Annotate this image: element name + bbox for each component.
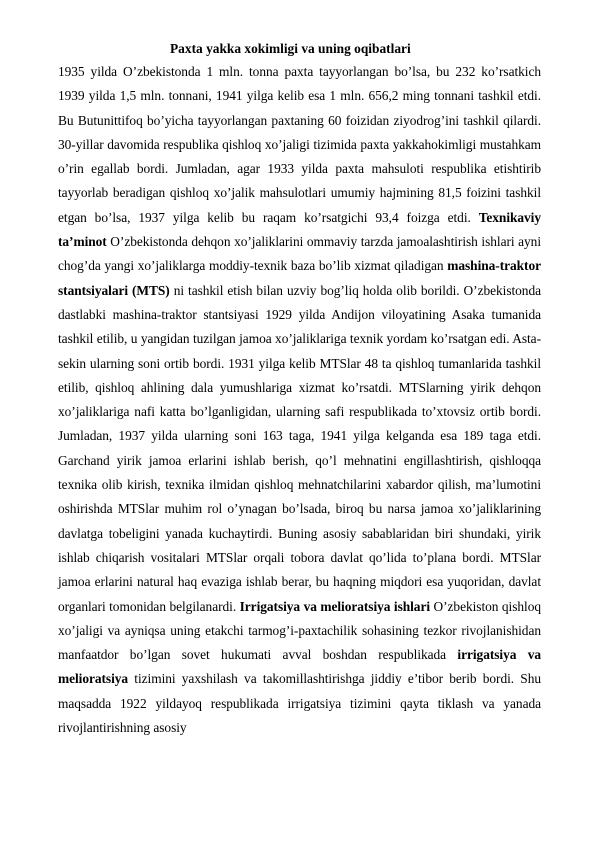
bold-term-texnikaviy: Texnikaviy ta’minot [58,209,541,250]
bold-term-mts: mashina-traktor stantsiyalari (MTS) [58,258,541,298]
text-run: O’zbekistonda dehqon xo’jaliklarini ommaviy tarzda jamoalashtirish ishlari ayni chog’da yangi xo’jaliklarga moddiy-texnik baza bo’lib xizmat qiladigan [58,234,541,274]
text-run: ni tashkil etish bilan uzviy bog’liq holda olib borildi. O’zbekistonda dastlabki mashina-traktor stantsiyasi 1929 yilda Andijon viloyatining Asaka tumanida tashkil etilib, u yangidan tuzilgan jamoa xo’jaliklariga texnik yordam ko’rsatgan edi. Asta-sekin ularning soni ortib bordi. 1931 yilga kelib MTSlar 48 ta qishloq tumanlarida tashkil etilib, qishloq ahlining dala yumushlariga xizmat ko’rsatdi. MTSlarning yirik dehqon xo’jaliklariga nafi katta bo’lganligidan, ularning safi respublikada to’xtovsiz ortib bordi. Jumladan, 1937 yilda ularning soni 163 taga, 1941 yilga kelganda esa 189 taga etdi. Garchand yirik jamoa erlarini ishlab berish, qo’l mehnatini engillashtirish, qishloqqa texnika olib kirish, texnika ilmidan qishloq mehnatchilarini xabardor qilish, ma’lumotini oshirishda MTSlar muhim rol o’ynagan bo’lsada, biroq bu narsa jamoa xo’jaliklarining davlatga tobeligini yanada kuchaytirdi. Buning asosiy sabablaridan biri shundaki, yirik ishlab chiqarish vositalari MTSlar orqali tobora davlat qo’lida to’plana bordi. MTSlar jamoa erlarini natural haq evaziga ishlab berar, bu haqning miqdori esa yuqoridan, davlat organlari tomonidan belgilanardi. [58,282,541,614]
bold-term-irrigatsiya-ishlari: Irrigatsiya va melioratsiya ishlari [239,598,431,614]
text-run: 1935 yilda O’zbekistonda 1 mln. tonna paxta tayyorlangan bo’lsa, bu 232 ko’rsatkich 1939 yilda 1,5 mln. tonnani, 1941 yilga kelib esa 1 mln. 656,2 ming tonnani tashkil etdi. Bu Butunittifoq bo’yicha tayyorlangan paxtaning 60 foizidan ziyodrog’ini tashkil qilardi. 30-yillar davomida respublika qishloq xo’jaligi tizimida paxta yakkahokimligi mustahkam o’rin egallab bordi. Jumladan, agar 1933 yilda paxta mahsuloti respublika etishtirib tayyorlab beradigan qishloq xo’jalik mahsulotlari umumiy hajmining 81,5 foizini tashkil etgan bo’lsa, 1937 yilga kelib bu raqam ko’rsatgichi 93,4 foizga etdi. [58,64,541,225]
body-paragraph [58,60,541,740]
text-run: O’zbekiston qishloq xo’jaligi va ayniqsa uning etakchi tarmog’i-paxtachilik sohasining tezkor rivojlanishidan manfaatdor bo’lgan sovet hukumati avval boshdan respublikada [58,598,541,663]
page-title: Paxta yakka xokimligi va uning oqibatlari [170,41,411,56]
bold-term-irrigatsiya-melioratsiya: irrigatsiya va melioratsiya [58,647,541,687]
document-page [58,38,541,740]
text-run: tizimini yaxshilash va takomillashtirishga jiddiy e’tibor berib bordi. Shu maqsadda 1922 yildayoq respublikada irrigatsiya tizimini qayta tiklash va yanada rivojlantirishning asosiy [58,671,541,736]
